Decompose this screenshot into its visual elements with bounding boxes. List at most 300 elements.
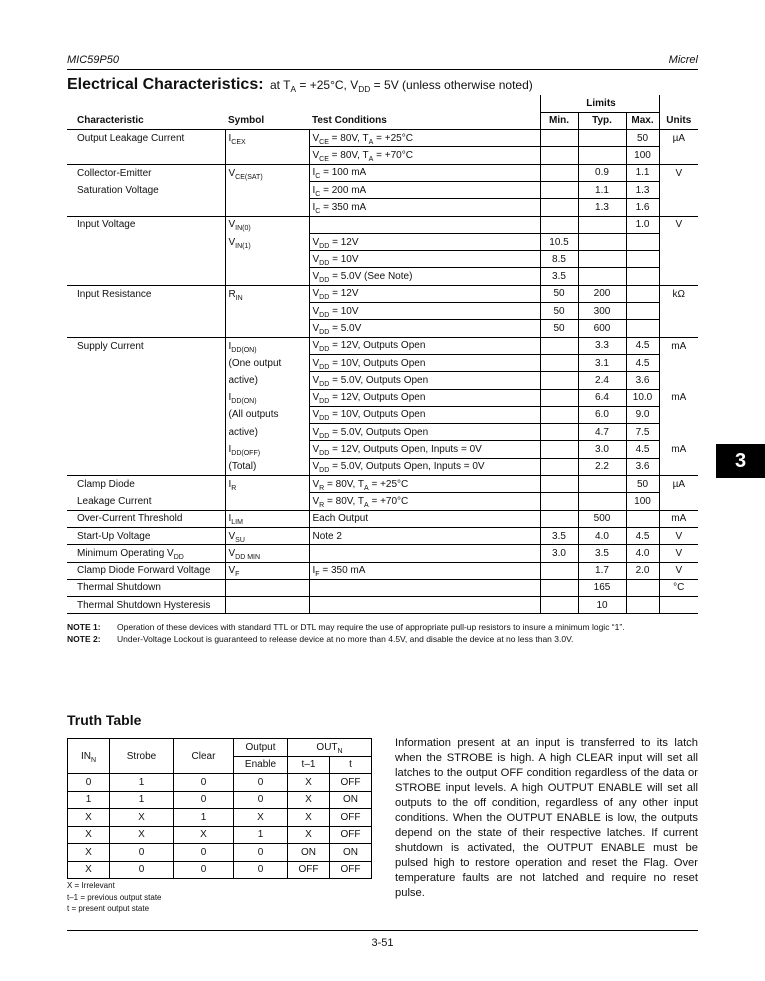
cell-typ: 6.0: [578, 406, 626, 423]
cell-condition: $V_{DD} = 5.0V$, Outputs Open, Inputs = 0V: [309, 458, 540, 475]
cell-min: [540, 389, 578, 406]
cell-symbol: (Total): [225, 458, 309, 475]
table-row: [67, 320, 698, 337]
notes: [67, 621, 625, 645]
cell-characteristic: [67, 251, 225, 268]
cell-condition: $V_{DD} = 5.0V$: [309, 320, 540, 337]
cell-condition: $V_{DD} = 12V$, Outputs Open, Inputs = 0V: [309, 441, 540, 458]
col-header-test-conditions: Test Conditions: [309, 112, 540, 129]
table-row: [67, 216, 698, 233]
col-header-characteristic: Characteristic: [67, 112, 225, 129]
truth-table-description: Information present at an input is transferred to its latch when the STROBE is high. A high CLEAR input will set all latches to the output OFF condition regardless of the data or STROBE input levels. A high OUTPUT ENABLE will set all outputs to the off condition, regardless of any other input conditions. When the OUTPUT ENABLE is low, the outputs depend on the state of their respective latches. If current shutdown is activated, the OUTPUT ENABLE must be pulsed high to restore operation and reset the Flag. Over temperature faults are not latched and require no reset pulse.: [395, 737, 698, 899]
cell-typ: 4.7: [578, 424, 626, 441]
tt-cell-out: OFF: [330, 826, 372, 844]
table-row: [67, 337, 698, 354]
cell-symbol: $V_{IN(0)}$: [225, 216, 309, 233]
cell-condition: $V_{CE} = 80V$, $T_A = +25^\circ C$: [309, 130, 540, 147]
cell-min: [540, 510, 578, 527]
cell-characteristic: Output Leakage Current: [77, 132, 185, 144]
cell-symbol: $V_{SU}$: [225, 527, 309, 544]
cell-typ: 3.3: [578, 337, 626, 354]
cell-condition: [309, 597, 540, 614]
cell-symbol: (All outputs: [225, 406, 309, 423]
cell-units: V: [659, 164, 698, 181]
cell-condition: $V_R = 80V$, $T_A = +70^\circ C$: [309, 493, 540, 510]
cell-symbol: [225, 303, 309, 320]
tt-cell-prev: X: [288, 774, 330, 792]
cell-units: mA: [659, 389, 698, 406]
cell-typ: [578, 216, 626, 233]
cell-max: 2.0: [626, 562, 659, 579]
cell-max: 1.0: [626, 216, 659, 233]
cell-min: [540, 199, 578, 216]
tt-cell-clear: 0: [174, 791, 234, 809]
cell-symbol: $I_{DD(OFF)}$: [225, 441, 309, 458]
cell-min: [540, 424, 578, 441]
cell-min: [540, 476, 578, 493]
table-row: [67, 597, 698, 614]
cell-characteristic: [67, 303, 225, 320]
cell-min: [540, 181, 578, 198]
cell-typ: 3.0: [578, 441, 626, 458]
cell-units: [659, 354, 698, 371]
col-header-max: Max.: [626, 112, 659, 129]
cell-units: µA: [659, 130, 698, 147]
table-row: [67, 233, 698, 250]
spacer: [659, 95, 698, 112]
cell-units: [659, 372, 698, 389]
cell-typ: [578, 251, 626, 268]
cell-condition: $V_{DD} = 5.0V$, Outputs Open: [309, 372, 540, 389]
cell-condition: $V_{DD} = 12V$, Outputs Open: [309, 389, 540, 406]
cell-max: [626, 233, 659, 250]
cell-max: 4.5: [626, 354, 659, 371]
cell-max: 1.1: [626, 164, 659, 181]
table-row: [67, 458, 698, 475]
header-part-number: MIC59P50: [67, 54, 119, 66]
tt-cell-enable: 0: [234, 774, 288, 792]
spacer: [309, 95, 540, 112]
cell-max: [626, 285, 659, 302]
truth-table-row: [68, 826, 372, 844]
col-header-min: Min.: [540, 112, 578, 129]
cell-max: [626, 251, 659, 268]
cell-characteristic: Clamp Diode: [67, 476, 225, 493]
tt-cell-out: OFF: [330, 774, 372, 792]
cell-typ: [578, 233, 626, 250]
cell-max: 7.5: [626, 424, 659, 441]
cell-typ: 300: [578, 303, 626, 320]
cell-units: [659, 303, 698, 320]
tt-head-t: t: [330, 756, 372, 774]
cell-units: V: [659, 527, 698, 544]
legend-irrelevant: X = Irrelevant: [67, 881, 115, 890]
cell-units: V: [659, 216, 698, 233]
tt-cell-in: X: [68, 809, 110, 827]
cell-max: 4.5: [626, 527, 659, 544]
section-tab: 3: [716, 444, 765, 478]
legend-previous: t–1 = previous output state: [67, 892, 162, 902]
cell-condition: $V_{DD} = 10V$: [309, 251, 540, 268]
cell-characteristic: Start-Up Voltage: [67, 527, 225, 544]
cell-max: 4.5: [626, 441, 659, 458]
cell-typ: 2.2: [578, 458, 626, 475]
cell-characteristic: [67, 233, 225, 250]
cell-min: [540, 441, 578, 458]
tt-cell-prev: X: [288, 809, 330, 827]
tt-cell-strobe: 0: [110, 861, 174, 879]
tt-cell-strobe: X: [110, 826, 174, 844]
cell-characteristic: [67, 424, 225, 441]
cell-symbol: $I_{DD(ON)}$: [225, 337, 309, 354]
tt-head-clear: Clear: [174, 739, 234, 774]
cell-units: [659, 406, 698, 423]
cell-symbol: [225, 147, 309, 164]
cell-condition: $V_{DD} = 10V$: [309, 303, 540, 320]
cell-max: 1.3: [626, 181, 659, 198]
section-condition: at $T_A = +25^\circ C$, $V_{DD} = 5V$ (unless otherwise noted): [270, 78, 533, 94]
tt-cell-strobe: X: [110, 809, 174, 827]
truth-table-row: [68, 844, 372, 862]
cell-characteristic: [67, 199, 225, 216]
cell-condition: $I_F = 350$ mA: [309, 562, 540, 579]
cell-units: mA: [659, 337, 698, 354]
tt-cell-out: OFF: [330, 861, 372, 879]
cell-condition: [309, 579, 540, 596]
cell-symbol: active): [225, 372, 309, 389]
cell-characteristic: Saturation Voltage: [77, 184, 159, 196]
table-row: [67, 164, 698, 181]
truth-table: [67, 738, 372, 879]
table-row: [67, 493, 698, 510]
cell-typ: [578, 268, 626, 285]
truth-table-row: [68, 791, 372, 809]
tt-head-strobe: Strobe: [110, 739, 174, 774]
cell-typ: 3.1: [578, 354, 626, 371]
tt-cell-clear: X: [174, 826, 234, 844]
tt-head-output: Output: [234, 739, 288, 757]
tt-cell-prev: X: [288, 791, 330, 809]
cell-symbol: $V_{DD MIN}$: [225, 545, 309, 562]
cell-min: [540, 372, 578, 389]
cell-units: [659, 320, 698, 337]
cell-characteristic: Input Voltage: [67, 216, 225, 233]
cell-typ: 6.4: [578, 389, 626, 406]
tt-head-enable: Enable: [234, 756, 288, 774]
cell-min: [540, 597, 578, 614]
cell-typ: 500: [578, 510, 626, 527]
cell-characteristic: [67, 147, 225, 164]
cell-max: [626, 268, 659, 285]
cell-condition: [309, 545, 540, 562]
cell-units: [659, 458, 698, 475]
cell-units: kΩ: [659, 285, 698, 302]
cell-characteristic: [67, 389, 225, 406]
cell-max: 3.6: [626, 458, 659, 475]
cell-symbol: $V_{IN(1)}$: [225, 233, 309, 250]
table-row: [67, 303, 698, 320]
cell-max: 50: [626, 130, 659, 147]
cell-typ: 1.7: [578, 562, 626, 579]
cell-condition: $V_{DD} = 12V$, Outputs Open: [309, 337, 540, 354]
cell-characteristic: Over-Current Threshold: [67, 510, 225, 527]
note-1: NOTE 1: Operation of these devices with standard TTL or DTL may require the use of appropriate pull-up resistors to insure a minimum logic “1”.: [67, 622, 625, 632]
table-row: [67, 251, 698, 268]
cell-min: 3.5: [540, 527, 578, 544]
cell-typ: 4.0: [578, 527, 626, 544]
cell-symbol: [225, 579, 309, 596]
tt-head-t1: t–1: [288, 756, 330, 774]
cell-min: 10.5: [540, 233, 578, 250]
cell-max: 9.0: [626, 406, 659, 423]
cell-min: 50: [540, 320, 578, 337]
table-row: [67, 199, 698, 216]
table-row: [67, 527, 698, 544]
cell-typ: 10: [578, 597, 626, 614]
table-row: [67, 285, 698, 302]
cell-characteristic: Leakage Current: [77, 495, 152, 507]
table-row: [67, 476, 698, 493]
cell-symbol: $I_{LIM}$: [225, 510, 309, 527]
tt-cell-in: 1: [68, 791, 110, 809]
table-row: [67, 372, 698, 389]
cell-symbol: [225, 199, 309, 216]
cell-max: 4.5: [626, 337, 659, 354]
tt-cell-out: ON: [330, 844, 372, 862]
cell-min: 3.0: [540, 545, 578, 562]
cell-max: [626, 597, 659, 614]
cell-units: [659, 597, 698, 614]
cell-typ: 0.9: [578, 164, 626, 181]
tt-cell-strobe: 1: [110, 791, 174, 809]
cell-typ: [578, 476, 626, 493]
tt-cell-in: X: [68, 826, 110, 844]
cell-characteristic: Thermal Shutdown Hysteresis: [67, 597, 225, 614]
cell-max: [626, 320, 659, 337]
cell-max: [626, 510, 659, 527]
table-row: [67, 406, 698, 423]
cell-typ: 165: [578, 579, 626, 596]
cell-condition: $I_C = 350$ mA: [309, 199, 540, 216]
cell-typ: [578, 493, 626, 510]
cell-condition: $V_{DD} = 10V$, Outputs Open: [309, 406, 540, 423]
cell-condition: $V_R = 80V$, $T_A = +25^\circ C$: [309, 476, 540, 493]
col-header-symbol: Symbol: [225, 112, 309, 129]
cell-condition: $V_{DD} = 12V$: [309, 285, 540, 302]
cell-typ: 2.4: [578, 372, 626, 389]
cell-min: [540, 147, 578, 164]
table-row: [67, 130, 698, 147]
cell-min: 8.5: [540, 251, 578, 268]
page-number: 3-51: [371, 937, 394, 949]
limits-header: Limits: [540, 95, 659, 112]
cell-max: 100: [626, 147, 659, 164]
cell-characteristic: [67, 268, 225, 285]
tt-cell-enable: X: [234, 809, 288, 827]
tt-cell-enable: 0: [234, 844, 288, 862]
tt-cell-strobe: 0: [110, 844, 174, 862]
tt-cell-enable: 0: [234, 791, 288, 809]
cell-min: 3.5: [540, 268, 578, 285]
cell-characteristic: [67, 320, 225, 337]
tt-head-out: $OUT_N$: [288, 739, 372, 757]
electrical-characteristics-title: [67, 76, 533, 94]
header-company: Micrel: [668, 54, 698, 66]
cell-typ: 200: [578, 285, 626, 302]
cell-characteristic: Minimum Operating $V_{DD}$: [67, 545, 225, 562]
tt-cell-strobe: 1: [110, 774, 174, 792]
tt-cell-out: OFF: [330, 809, 372, 827]
tt-cell-clear: 0: [174, 844, 234, 862]
table-row: [67, 579, 698, 596]
cell-symbol: [225, 251, 309, 268]
cell-symbol: (One output: [225, 354, 309, 371]
tt-cell-clear: 1: [174, 809, 234, 827]
note-2: NOTE 2: Under-Voltage Lockout is guaranteed to release device at no more than 4.5V, and disable the device at no less than 3.0V.: [67, 634, 574, 644]
cell-symbol: $R_{IN}$: [225, 285, 309, 302]
tt-head-in: $IN_N$: [68, 739, 110, 774]
cell-max: 3.6: [626, 372, 659, 389]
footer-rule: [67, 930, 698, 931]
cell-min: [540, 406, 578, 423]
table-row: [67, 441, 698, 458]
cell-condition: $I_C = 200$ mA: [309, 181, 540, 198]
cell-units: mA: [659, 441, 698, 458]
cell-min: [540, 164, 578, 181]
cell-condition: [309, 216, 540, 233]
cell-min: 50: [540, 303, 578, 320]
cell-min: [540, 354, 578, 371]
cell-min: [540, 579, 578, 596]
tt-cell-prev: OFF: [288, 861, 330, 879]
table-row: [67, 424, 698, 441]
tt-cell-enable: 0: [234, 861, 288, 879]
cell-symbol: [225, 493, 309, 510]
table-row: [67, 181, 698, 198]
header-rule: [67, 69, 698, 70]
cell-characteristic: Collector-Emitter: [67, 164, 225, 181]
truth-table-row: [68, 774, 372, 792]
cell-max: 50: [626, 476, 659, 493]
cell-units: [659, 493, 698, 510]
cell-units: [659, 147, 698, 164]
cell-typ: 600: [578, 320, 626, 337]
tt-cell-clear: 0: [174, 861, 234, 879]
cell-symbol: active): [225, 424, 309, 441]
tt-cell-enable: 1: [234, 826, 288, 844]
cell-typ: 3.5: [578, 545, 626, 562]
cell-units: [659, 268, 698, 285]
cell-condition: $V_{DD} = 5.0V$, Outputs Open: [309, 424, 540, 441]
tt-cell-out: ON: [330, 791, 372, 809]
truth-table-legend: [67, 880, 162, 915]
cell-min: [540, 337, 578, 354]
cell-min: [540, 493, 578, 510]
cell-characteristic: Thermal Shutdown: [67, 579, 225, 596]
cell-typ: 1.1: [578, 181, 626, 198]
cell-condition: $V_{DD} = 12V$: [309, 233, 540, 250]
tt-cell-prev: ON: [288, 844, 330, 862]
spacer: [67, 95, 225, 112]
table-row: [67, 147, 698, 164]
cell-characteristic: [67, 354, 225, 371]
cell-symbol: [225, 597, 309, 614]
cell-min: [540, 562, 578, 579]
cell-units: [659, 424, 698, 441]
cell-symbol: $I_{DD(ON)}$: [225, 389, 309, 406]
cell-symbol: $V_F$: [225, 562, 309, 579]
cell-characteristic: Supply Current: [67, 337, 225, 354]
cell-min: 50: [540, 285, 578, 302]
cell-units: µA: [659, 476, 698, 493]
cell-condition: $V_{DD} = 5.0V$ (See Note): [309, 268, 540, 285]
table-row: [67, 354, 698, 371]
cell-characteristic: Input Resistance: [67, 285, 225, 302]
cell-units: [659, 251, 698, 268]
table-row: [67, 268, 698, 285]
cell-min: [540, 216, 578, 233]
cell-units: [659, 199, 698, 216]
table-row: [67, 510, 698, 527]
cell-units: °C: [659, 579, 698, 596]
table-row: [67, 562, 698, 579]
cell-typ: [578, 147, 626, 164]
truth-table-title: Truth Table: [67, 712, 142, 728]
tt-cell-in: X: [68, 844, 110, 862]
truth-table-row: [68, 809, 372, 827]
section-title: Electrical Characteristics:: [67, 76, 264, 93]
cell-condition: Note 2: [309, 527, 540, 544]
cell-characteristic: [67, 458, 225, 475]
cell-units: [659, 233, 698, 250]
cell-symbol: $V_{CE(SAT)}$: [225, 164, 309, 181]
cell-max: [626, 303, 659, 320]
tt-cell-clear: 0: [174, 774, 234, 792]
tt-cell-prev: X: [288, 826, 330, 844]
legend-present: t = present output state: [67, 904, 150, 913]
electrical-characteristics-table: [67, 95, 698, 614]
cell-max: [626, 579, 659, 596]
cell-characteristic: [67, 406, 225, 423]
cell-max: 4.0: [626, 545, 659, 562]
cell-min: [540, 130, 578, 147]
cell-condition: Each Output: [309, 510, 540, 527]
cell-characteristic: Clamp Diode Forward Voltage: [67, 562, 225, 579]
col-header-units: Units: [659, 112, 698, 129]
cell-units: V: [659, 562, 698, 579]
cell-typ: [578, 130, 626, 147]
cell-max: 1.6: [626, 199, 659, 216]
cell-characteristic: [67, 372, 225, 389]
cell-condition: $I_C = 100$ mA: [309, 164, 540, 181]
spacer: [225, 95, 309, 112]
cell-symbol: [225, 181, 309, 198]
cell-units: V: [659, 545, 698, 562]
table-row: [67, 545, 698, 562]
cell-symbol: $I_{CEX}$: [225, 130, 309, 147]
cell-symbol: $I_R$: [225, 476, 309, 493]
truth-table-row: [68, 861, 372, 879]
col-header-typ: Typ.: [578, 112, 626, 129]
cell-units: [659, 181, 698, 198]
tt-cell-in: 0: [68, 774, 110, 792]
tt-cell-in: X: [68, 861, 110, 879]
cell-symbol: [225, 320, 309, 337]
cell-condition: $V_{CE} = 80V$, $T_A = +70^\circ C$: [309, 147, 540, 164]
cell-max: 10.0: [626, 389, 659, 406]
cell-min: [540, 458, 578, 475]
table-row: [67, 389, 698, 406]
